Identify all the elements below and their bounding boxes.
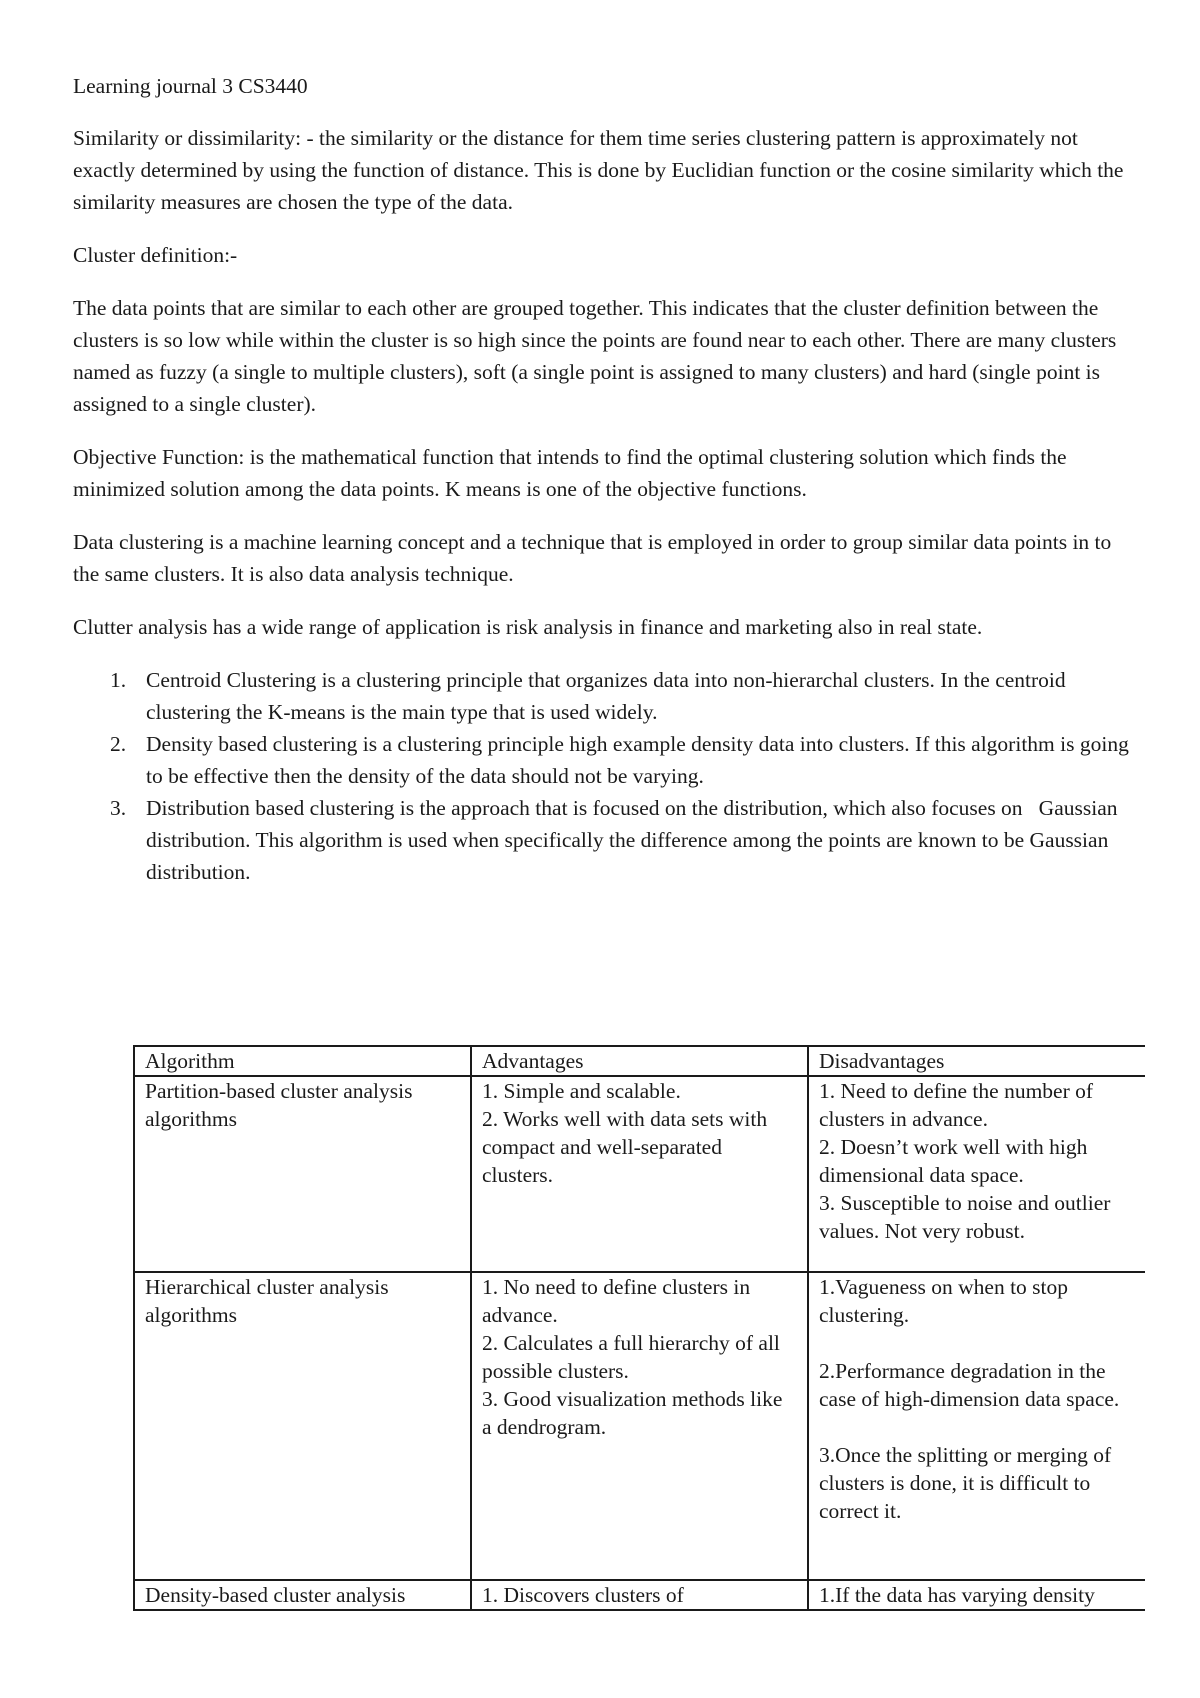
- algorithm-cell: Density-based cluster analysis: [134, 1580, 471, 1610]
- disadvantages-cell: [808, 1580, 1145, 1610]
- paragraph-data-clustering: Data clustering is a machine learning concept and a technique that is employed in order to group similar data points in to the same clusters. It is also data analysis technique.: [73, 530, 1112, 586]
- document-title: Learning journal 3 CS3440: [73, 74, 308, 98]
- list-number: 1.: [110, 668, 127, 692]
- column-header-advantages: Advantages: [471, 1046, 808, 1076]
- algorithm-cell: Hierarchical cluster analysis algorithms: [134, 1272, 471, 1580]
- table-row: [134, 1076, 1145, 1272]
- algorithm-comparison-table-wrapper: [133, 1045, 1145, 1611]
- advantage-item: 2. Works well with data sets with compact and well-separated clusters.: [482, 1107, 768, 1187]
- paragraph-cluster-definition: The data points that are similar to each other are grouped together. This indicates that the cluster definition between the clusters is so low while within the cluster is so high since the points are found near to each other. There are many clusters named as fuzzy (a single to multiple clusters), soft (a single point is assigned to many clusters) and hard (single point is assigned to a single cluster).: [73, 296, 1117, 416]
- column-header-disadvantages: Disadvantages: [808, 1046, 1145, 1076]
- advantages-cell: [471, 1272, 808, 1580]
- paragraph-similarity: Similarity or dissimilarity: - the similarity or the distance for them time series clustering pattern is approximately not exactly determined by using the function of distance. This is done by Euclidian function or the cosine similarity which the similarity measures are chosen the type of the data.: [73, 126, 1124, 214]
- disadvantage-item: 3. Susceptible to noise and outlier values. Not very robust.: [819, 1191, 1111, 1243]
- advantages-cell: [471, 1580, 808, 1610]
- algorithm-cell: Partition-based cluster analysis algorithms: [134, 1076, 471, 1272]
- list-item-text: Distribution based clustering is the approach that is focused on the distribution, which also focuses on Gaussian distribution. This algorithm is used when specifically the difference among the points are known to be Gaussian distribution.: [146, 796, 1123, 884]
- column-header-algorithm: Algorithm: [134, 1046, 471, 1076]
- table-row: [134, 1580, 1145, 1610]
- document-body: [73, 70, 1133, 888]
- blank-line: [819, 1329, 1135, 1357]
- advantage-item: 2. Calculates a full hierarchy of all possible clusters.: [482, 1331, 780, 1383]
- disadvantages-cell: [808, 1076, 1145, 1272]
- paragraph-cluster-definition-heading: Cluster definition:-: [73, 243, 238, 267]
- table-row: [134, 1272, 1145, 1580]
- disadvantage-item: 1. Need to define the number of clusters in advance.: [819, 1079, 1094, 1131]
- disadvantages-cell: [808, 1272, 1145, 1580]
- list-item: [73, 728, 1133, 792]
- advantage-item: 3. Good visualization methods like a dendrogram.: [482, 1387, 783, 1439]
- blank-line: [819, 1413, 1135, 1441]
- list-item: [73, 664, 1133, 728]
- advantages-cell: [471, 1076, 808, 1272]
- disadvantage-item: 3.Once the splitting or merging of clusters is done, it is difficult to correct it.: [819, 1443, 1112, 1523]
- paragraph-clutter-analysis: Clutter analysis has a wide range of application is risk analysis in finance and marketing also in real state.: [73, 615, 983, 639]
- algorithm-comparison-table: [133, 1045, 1145, 1611]
- disadvantage-item: 1.Vagueness on when to stop clustering.: [819, 1275, 1069, 1327]
- advantage-item: 1. Simple and scalable.: [482, 1079, 681, 1103]
- list-item-text: Density based clustering is a clustering principle high example density data into clusters. If this algorithm is going to be effective then the density of the data should not be varying.: [146, 732, 1129, 788]
- disadvantage-item: 1.If the data has varying density: [819, 1583, 1095, 1607]
- list-number: 3.: [110, 796, 127, 820]
- paragraph-objective-function: Objective Function: is the mathematical function that intends to find the optimal clustering solution which finds the minimized solution among the data points. K means is one of the objective functions.: [73, 445, 1067, 501]
- advantage-item: 1. No need to define clusters in advance.: [482, 1275, 751, 1327]
- list-item: [73, 792, 1133, 888]
- advantage-item: 1. Discovers clusters of: [482, 1583, 684, 1607]
- list-number: 2.: [110, 732, 127, 756]
- list-item-text: Centroid Clustering is a clustering principle that organizes data into non-hierarchal clusters. In the centroid clustering the K-means is the main type that is used widely.: [146, 668, 1066, 724]
- disadvantage-item: 2. Doesn’t work well with high dimensional data space.: [819, 1135, 1088, 1187]
- disadvantage-item: 2.Performance degradation in the case of high-dimension data space.: [819, 1359, 1120, 1411]
- clustering-principles-list: [73, 664, 1133, 888]
- table-header-row: [134, 1046, 1145, 1076]
